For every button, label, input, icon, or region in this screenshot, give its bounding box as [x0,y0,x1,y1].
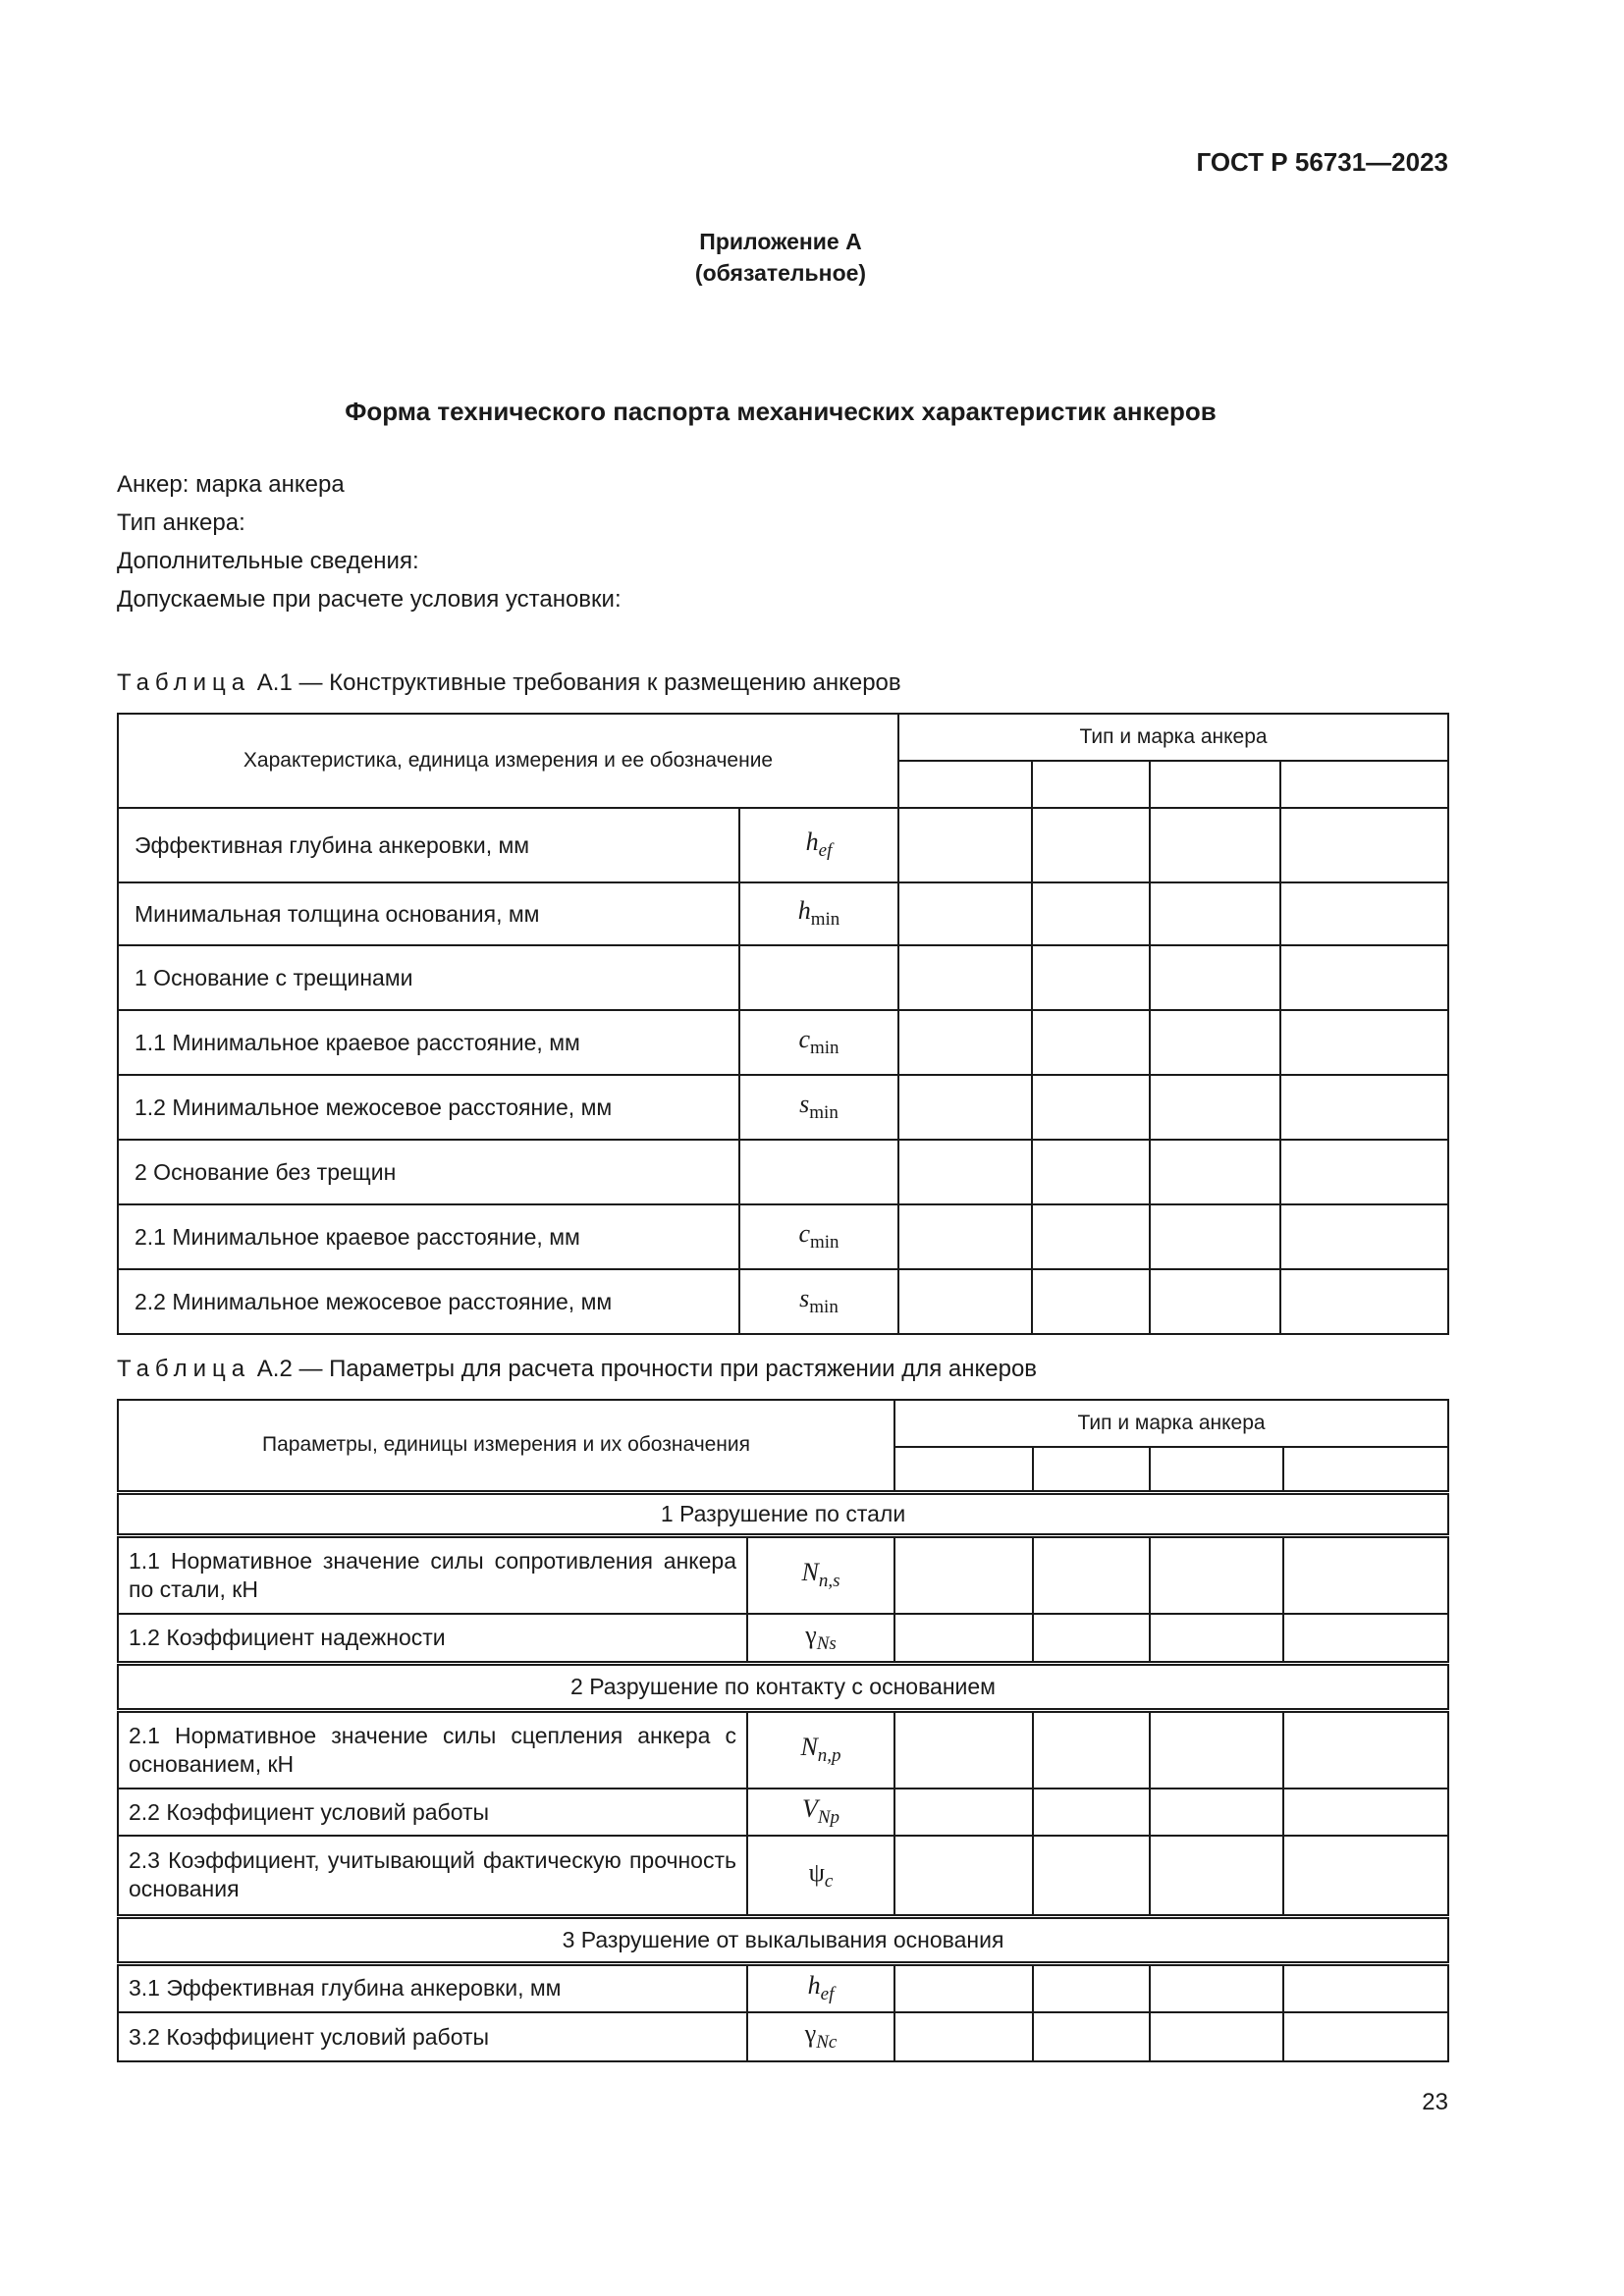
table1-column-header: Характеристика, единица измерения и ее обозначение [118,714,898,808]
symbol-cell [747,1789,894,1836]
empty-cell [894,1535,1033,1614]
table-row [118,1614,1448,1663]
symbol: N [800,1733,818,1762]
empty-cell [898,882,1032,945]
section-row [118,1663,1448,1710]
table-row [118,1535,1448,1614]
empty-cell [1283,1710,1448,1789]
symbol: N [801,1558,819,1587]
empty-cell [1280,1010,1448,1075]
table-row [118,1963,1448,2012]
empty-cell [898,1075,1032,1140]
symbol: s [799,1284,810,1313]
table-row [118,1204,1448,1269]
empty-cell [894,1836,1033,1916]
symbol-subscript: c [824,1870,834,1892]
empty-cell [898,808,1032,882]
table-row [118,2012,1448,2061]
row-label: 2.1 Нормативное значение силы сцепления анкера с основанием, кН [118,1710,747,1789]
empty-cell [894,1789,1033,1836]
table2-column-header: Параметры, единицы измерения и их обозначения [118,1400,894,1492]
empty-cell [1033,1535,1150,1614]
table-row [118,1836,1448,1916]
empty-cell [1280,945,1448,1010]
row-label: 1.1 Нормативное значение силы сопротивления анкера по стали, кН [118,1535,747,1614]
empty-cell [1032,1010,1150,1075]
symbol-subscript: n,s [818,1571,840,1592]
section-title: 2 Разрушение по контакту с основанием [118,1663,1448,1710]
symbol-cell [747,1836,894,1916]
document-code: ГОСТ Р 56731—2023 [1196,147,1448,177]
info-line: Дополнительные сведения: [117,548,419,574]
table-row [118,945,1448,1010]
empty-cell [1150,1140,1280,1204]
symbol-subscript: min [809,1297,839,1318]
empty-cell [1032,882,1150,945]
empty-cell [1150,1204,1280,1269]
symbol: h [805,828,819,857]
row-label: 2.1 Минимальное краевое расстояние, мм [118,1204,739,1269]
symbol: c [798,1219,810,1249]
symbol-cell [739,882,898,945]
empty-cell [1033,1836,1150,1916]
table2-body [118,1492,1448,2061]
empty-cell [1283,1836,1448,1916]
empty-cell [898,945,1032,1010]
empty-cell [1280,808,1448,882]
empty-cell [1150,1963,1283,2012]
empty-cell [898,1010,1032,1075]
symbol-cell [739,1269,898,1334]
empty-cell [1280,1140,1448,1204]
empty-cell [1150,882,1280,945]
row-label: 2.2 Минимальное межосевое расстояние, мм [118,1269,739,1334]
symbol: ψ [808,1857,825,1887]
row-label: Эффективная глубина анкеровки, мм [118,808,739,882]
row-label: 1 Основание с трещинами [118,945,739,1010]
table1-caption [117,669,901,697]
symbol-subscript: ef [820,1984,835,2005]
empty-cell [1283,1789,1448,1836]
empty-cell [1150,945,1280,1010]
table1-caption-text: А.1 — Конструктивные требования к размещению анкеров [256,669,901,696]
empty-cell [1150,1836,1283,1916]
table1-caption-word: Таблица [117,669,251,696]
table-row [118,882,1448,945]
empty-cell [1280,1204,1448,1269]
info-line: Анкер: марка анкера [117,471,345,498]
row-label: 2.2 Коэффициент условий работы [118,1789,747,1836]
empty-cell [894,1963,1033,2012]
table-row [118,1710,1448,1789]
symbol: h [797,896,811,926]
empty-cell [1150,1269,1280,1334]
symbol-cell [739,1140,898,1204]
symbol-cell [747,2012,894,2061]
info-line: Допускаемые при расчете условия установки: [117,586,622,613]
empty-cell [1150,1710,1283,1789]
symbol: V [801,1794,818,1824]
symbol: h [807,1971,821,2001]
symbol: γ [805,1620,817,1649]
info-line: Тип анкера: [117,509,245,536]
empty-cell [1283,2012,1448,2061]
symbol-subscript: min [810,1038,839,1059]
empty-cell [1150,1535,1283,1614]
empty-cell [1032,945,1150,1010]
table-row [118,1010,1448,1075]
form-title: Форма технического паспорта механических характеристик анкеров [345,397,1217,426]
empty-cell [1033,2012,1150,2061]
annex-note: (обязательное) [694,260,867,286]
page-number: 23 [1422,2089,1448,2115]
row-label: 1.2 Минимальное межосевое расстояние, мм [118,1075,739,1140]
symbol-subscript: Ns [816,1632,837,1654]
symbol: s [799,1090,810,1119]
empty-cell [1280,1075,1448,1140]
empty-cell [1033,1614,1150,1663]
symbol-cell [739,808,898,882]
symbol: c [798,1025,810,1054]
empty-cell [1150,808,1280,882]
table-row [118,808,1448,882]
empty-cell [1150,1010,1280,1075]
symbol-cell [739,1204,898,1269]
empty-cell [1033,1710,1150,1789]
symbol: γ [804,2019,817,2049]
symbol-subscript: min [810,909,840,931]
symbol-cell [747,1614,894,1663]
table1-brand-header: Тип и марка анкера [898,714,1448,761]
empty-cell [1032,1204,1150,1269]
empty-cell [1033,1789,1150,1836]
empty-cell [894,1710,1033,1789]
section-row [118,1492,1448,1535]
table2-caption-text: А.2 — Параметры для расчета прочности при растяжении для анкеров [256,1356,1038,1382]
section-title: 3 Разрушение от выкалывания основания [118,1916,1448,1963]
table-row [118,1789,1448,1836]
symbol-subscript: ef [818,840,833,862]
row-label: 1.2 Коэффициент надежности [118,1614,747,1663]
table-row [118,1075,1448,1140]
symbol-subscript: min [809,1102,839,1124]
empty-cell [1283,1963,1448,2012]
symbol-cell [739,945,898,1010]
empty-cell [1150,1075,1280,1140]
row-label: Минимальная толщина основания, мм [118,882,739,945]
empty-cell [1150,1614,1283,1663]
empty-cell [1033,1963,1150,2012]
row-label: 1.1 Минимальное краевое расстояние, мм [118,1010,739,1075]
table2-brand-header: Тип и марка анкера [894,1400,1448,1447]
empty-cell [1032,1075,1150,1140]
empty-cell [1032,1269,1150,1334]
symbol-cell [739,1075,898,1140]
empty-cell [1280,882,1448,945]
table1-body [118,808,1448,1334]
table-a1 [117,713,1449,1335]
empty-cell [1280,1269,1448,1334]
annex-title: Приложение А [699,229,862,254]
symbol-subscript: Nc [816,2032,838,2054]
empty-cell [1283,1535,1448,1614]
empty-cell [894,1614,1033,1663]
table2-caption [117,1356,1037,1383]
section-row [118,1916,1448,1963]
table-a2 [117,1399,1449,2062]
empty-cell [1032,808,1150,882]
row-label: 3.2 Коэффициент условий работы [118,2012,747,2061]
symbol-cell [747,1710,894,1789]
table2-caption-word: Таблица [117,1356,251,1382]
table-row [118,1269,1448,1334]
section-title: 1 Разрушение по стали [118,1492,1448,1535]
symbol-cell [747,1535,894,1614]
symbol-subscript: min [810,1232,839,1254]
row-label: 3.1 Эффективная глубина анкеровки, мм [118,1963,747,2012]
empty-cell [1032,1140,1150,1204]
table-row [118,1140,1448,1204]
empty-cell [898,1269,1032,1334]
row-label: 2 Основание без трещин [118,1140,739,1204]
row-label: 2.3 Коэффициент, учитывающий фактическую прочность основания [118,1836,747,1916]
symbol-cell [739,1010,898,1075]
empty-cell [1150,2012,1283,2061]
empty-cell [898,1204,1032,1269]
symbol-subscript: Np [817,1807,840,1829]
empty-cell [894,2012,1033,2061]
empty-cell [898,1140,1032,1204]
symbol-subscript: n,p [817,1745,841,1767]
empty-cell [1283,1614,1448,1663]
symbol-cell [747,1963,894,2012]
empty-cell [1150,1789,1283,1836]
